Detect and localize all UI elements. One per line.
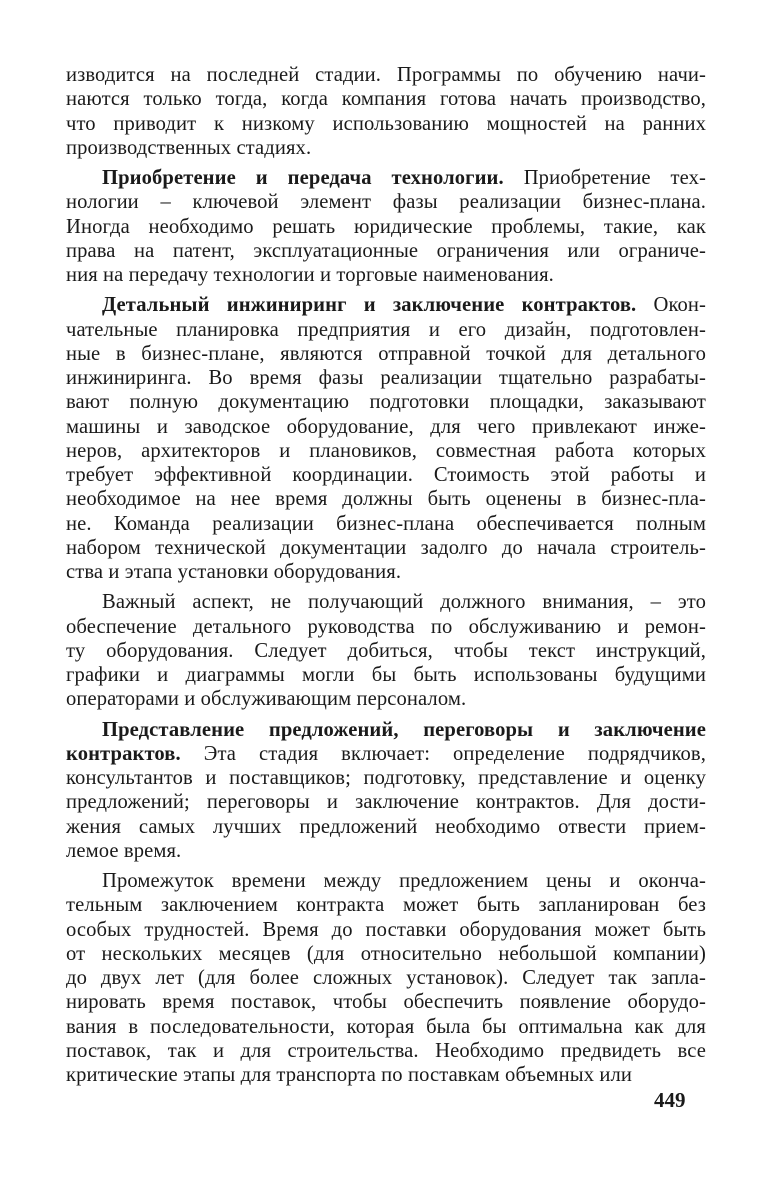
text-segment: вают полную документацию подготовки площадки, заказывают — [66, 391, 706, 414]
text-line — [66, 463, 706, 487]
text-segment: графики и диаграммы могли бы быть использованы будущими — [66, 664, 706, 686]
text-line — [66, 487, 706, 511]
text-segment: производственных стадиях. — [66, 136, 312, 159]
text-segment: жения самых лучших предложений необходимо отвести прием- — [66, 815, 706, 838]
text-line — [66, 512, 706, 536]
text-line — [66, 766, 706, 790]
text-segment: вания в последовательности, которая была бы оптимальна как для — [66, 1015, 706, 1038]
text-segment: Промежуток времени между предложением цены и оконча- — [102, 870, 706, 892]
text-line — [66, 136, 706, 160]
text-line — [66, 112, 706, 136]
text-segment: нировать время поставок, чтобы обеспечить появление оборудо- — [66, 991, 706, 1014]
text-segment: ту оборудования. Следует добиться, чтобы текст инструкций, — [66, 639, 706, 662]
text-segment: от нескольких месяцев (для относительно небольшой компании) — [66, 942, 706, 965]
text-segment: набором технической документации задолго до начала строитель- — [66, 536, 706, 559]
text-segment: ства и этапа установки оборудования. — [66, 561, 402, 583]
text-line — [66, 215, 706, 239]
text-line — [66, 615, 706, 639]
text-line — [66, 815, 706, 839]
text-line — [66, 439, 706, 463]
paragraph — [66, 718, 706, 864]
text-line — [66, 718, 706, 742]
text-line — [66, 536, 706, 560]
text-line — [66, 318, 706, 342]
text-segment: требует эффективной координации. Стоимость этой работы и — [66, 464, 706, 486]
text-segment: что приводит к низкому использованию мощностей на ранних — [66, 112, 706, 135]
text-line — [66, 639, 706, 663]
bold-heading-text: Представление предложений, переговоры и заключение — [102, 718, 706, 741]
paragraph — [66, 590, 706, 711]
text-line — [66, 342, 706, 366]
text-line — [66, 263, 706, 287]
text-segment: права на патент, эксплуатационные ограничения или ограниче- — [66, 239, 706, 262]
text-segment: тельным заключением контракта может быть запланирован без — [66, 894, 706, 917]
text-line — [66, 663, 706, 687]
text-line — [66, 293, 706, 317]
text-line — [66, 869, 706, 893]
page-body — [66, 63, 706, 1093]
text-segment: Приобретение тех- — [503, 167, 706, 189]
paragraph — [66, 293, 706, 584]
text-line — [66, 1039, 706, 1063]
text-segment: изводится на последней стадии. Программы по обучению начи- — [66, 64, 706, 86]
text-segment: неров, архитекторов и плановиков, совместная работа которых — [66, 439, 706, 462]
text-segment: не. Команда реализации бизнес-плана обеспечивается полным — [66, 512, 706, 535]
text-line — [66, 63, 706, 87]
text-segment: операторами и обслуживающим персоналом. — [66, 688, 467, 711]
text-line — [66, 893, 706, 917]
page-number: 449 — [654, 1088, 686, 1112]
paragraph — [66, 869, 706, 1087]
text-segment: Окон- — [636, 294, 706, 317]
text-line — [66, 839, 706, 863]
text-segment: консультантов и поставщиков; подготовку, представление и оценку — [66, 767, 706, 789]
text-segment: необходимое на нее время должны быть оценены в бизнес-пла- — [66, 488, 706, 511]
text-line — [66, 742, 706, 766]
text-segment: машины и заводское оборудование, для чего привлекают инже- — [66, 415, 706, 438]
text-line — [66, 966, 706, 990]
text-segment: лемое время. — [66, 839, 182, 862]
text-segment: чательные планировка предприятия и его дизайн, подготовлен- — [66, 318, 706, 341]
text-segment: особых трудностей. Время до поставки оборудования может быть — [66, 918, 706, 941]
text-segment: Эта стадия включает: определение подрядчиков, — [180, 742, 706, 765]
bold-heading-text: Детальный инжиниринг и заключение контрактов. — [102, 294, 637, 317]
text-line — [66, 1063, 706, 1087]
text-line — [66, 790, 706, 814]
text-segment: нологии – ключевой элемент фазы реализации бизнес-плана. — [66, 191, 706, 214]
text-line — [66, 560, 706, 584]
text-line — [66, 415, 706, 439]
text-line — [66, 239, 706, 263]
text-segment: критические этапы для транспорта по поставкам объемных или — [66, 1064, 632, 1086]
text-segment: Иногда необходимо решать юридические проблемы, такие, как — [66, 215, 706, 238]
text-line — [66, 390, 706, 414]
text-line — [66, 918, 706, 942]
paragraph — [66, 166, 706, 287]
text-line — [66, 190, 706, 214]
text-segment: поставок, так и для строительства. Необходимо предвидеть все — [66, 1039, 706, 1062]
paragraph — [66, 63, 706, 160]
bold-heading-text: Приобретение и передача технологии. — [102, 167, 504, 189]
text-line — [66, 87, 706, 111]
text-line — [66, 942, 706, 966]
text-segment: Важный аспект, не получающий должного внимания, – это — [102, 591, 706, 614]
text-segment: предложений; переговоры и заключение контрактов. Для дости- — [66, 791, 706, 814]
text-segment: наются только тогда, когда компания готова начать производство, — [66, 88, 706, 111]
text-line — [66, 1015, 706, 1039]
text-segment: ные в бизнес-плане, являются отправной точкой для детального — [66, 342, 706, 365]
text-line — [66, 366, 706, 390]
text-line — [66, 990, 706, 1014]
text-line — [66, 590, 706, 614]
text-segment: до двух лет (для более сложных установок). Следует так запла- — [66, 967, 706, 989]
text-segment: обеспечение детального руководства по обслуживанию и ремон- — [66, 615, 706, 638]
text-segment: ния на передачу технологии и торговые наименования. — [66, 264, 554, 286]
text-segment: инжиниринга. Во время фазы реализации тщательно разрабаты- — [66, 367, 706, 389]
text-line — [66, 687, 706, 711]
bold-heading-text: контрактов. — [66, 742, 181, 765]
text-line — [66, 166, 706, 190]
